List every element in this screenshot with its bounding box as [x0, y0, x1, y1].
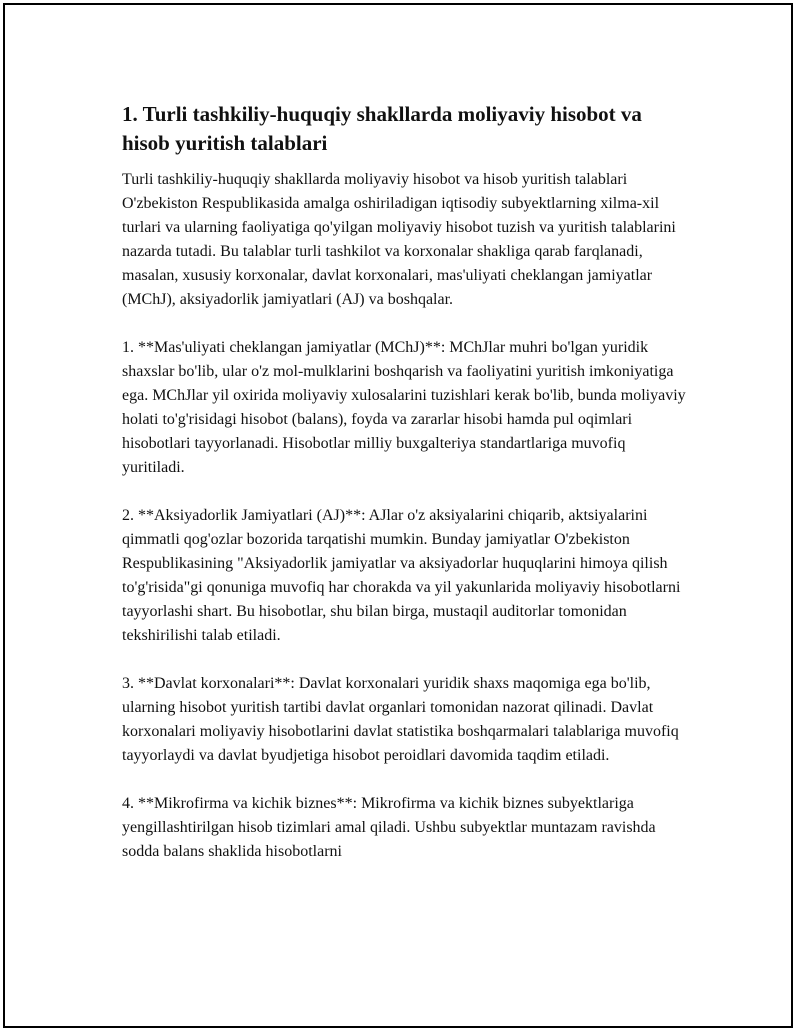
page-frame: [3, 3, 793, 1028]
document-body: [122, 100, 692, 888]
paragraph-small-business: 4. **Mikrofirma va kichik biznes**: Mikrofirma va kichik biznes subyektlariga yengillashtirilgan hisob tizimlari amal qiladi. Ushbu subyektlar muntazam ravishda sodda balans shaklida hisobotlarni: [122, 795, 656, 860]
intro-paragraph: Turli tashkiliy-huquqiy shakllarda moliyaviy hisobot va hisob yuritish talablari O'zbekiston Respublikasida amalga oshiriladigan iqtisodiy subyektlarning xilma-xil turlari va ularning faoliyatiga qo'yilgan moliyaviy hisobot tuzish va yuritish talablarini nazarda tutadi. Bu talablar turli tashkilot va korxonalar shakliga qarab farqlanadi, masalan, xususiy korxonalar, davlat korxonalari, mas'uliyati cheklangan jamiyatlar (MChJ), aksiyadorlik jamiyatlari (AJ) va boshqalar.: [122, 171, 676, 308]
paragraph-mchj: 1. **Mas'uliyati cheklangan jamiyatlar (MChJ)**: MChJlar muhri bo'lgan yuridik shaxslar bo'lib, ular o'z mol-mulklarini boshqarish va faoliyatini yuritish imkoniyatiga ega. MChJlar yil oxirida moliyaviy xulosalarini tuzishlari kerak bo'lib, bunda moliyaviy holati to'g'risidagi hisobot (balans), foyda va zararlar hisobi hamda pul oqimlari hisobotlari tayyorlanadi. Hisobotlar milliy buxgalteriya standartlariga muvofiq yuritiladi.: [122, 339, 686, 476]
paragraph-state-enterprises: 3. **Davlat korxonalari**: Davlat korxonalari yuridik shaxs maqomiga ega bo'lib, ularning hisobot yuritish tartibi davlat organlari tomonidan nazorat qilinadi. Davlat korxonalari moliyaviy hisobotlarini davlat statistika boshqarmalari talablariga muvofiq tayyorlaydi va davlat byudjetiga hisobot peroidlari davomida taqdim etiladi.: [122, 675, 679, 764]
paragraph-aj: 2. **Aksiyadorlik Jamiyatlari (AJ)**: AJlar o'z aksiyalarini chiqarib, aktsiyalarini qimmatli qog'ozlar bozorida tarqatishi mumkin. Bunday jamiyatlar O'zbekiston Respublikasining "Aksiyadorlik jamiyatlar va aksiyadorlar huquqlarini himoya qilish to'g'risida"gi qonuniga muvofiq har chorakda va yil yakunlarida moliyaviy hisobotlarni tayyorlashi shart. Bu hisobotlar, shu bilan birga, mustaqil auditorlar tomonidan tekshirilishi talab etiladi.: [122, 507, 681, 644]
section-heading: 1. Turli tashkiliy-huquqiy shakllarda moliyaviy hisobot va hisob yuritish talablari: [122, 102, 642, 155]
